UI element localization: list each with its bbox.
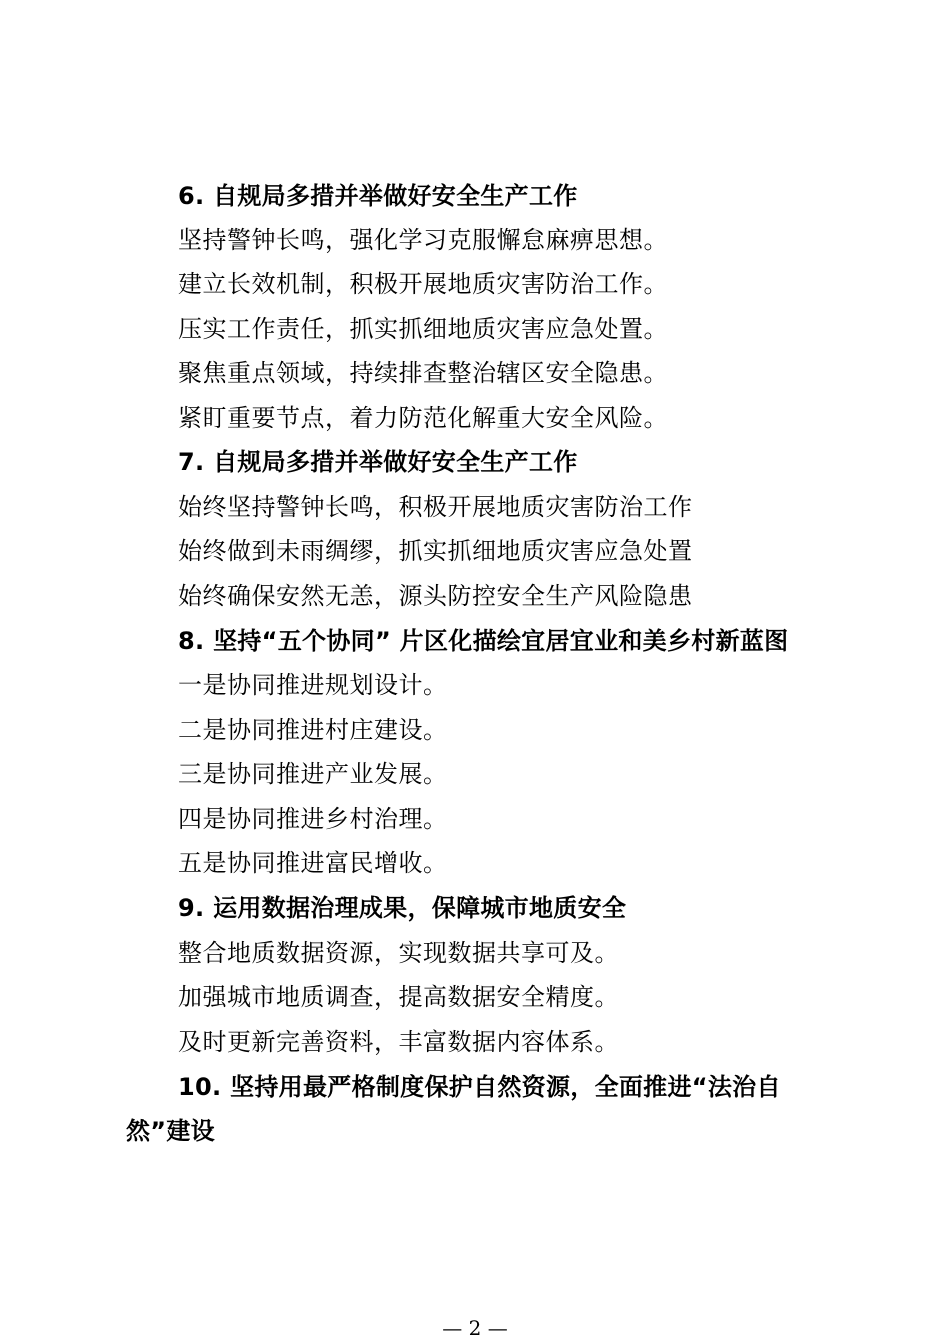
- page-number: — 2 —: [442, 1316, 508, 1340]
- section-10-heading-line-2: 然”建设: [126, 1117, 215, 1145]
- section-6-item-4: 聚焦重点领域，持续排查整治辖区安全隐患。: [178, 359, 668, 387]
- section-6-item-2: 建立长效机制，积极开展地质灾害防治工作。: [178, 270, 668, 298]
- section-6-item-1: 坚持警钟长鸣，强化学习克服懈怠麻痹思想。: [178, 226, 668, 254]
- section-8-item-5: 五是协同推进富民增收。: [178, 849, 448, 877]
- section-7-item-2: 始终做到未雨绸缪，抓实抓细地质灾害应急处置: [178, 537, 693, 565]
- section-9-item-1: 整合地质数据资源，实现数据共享可及。: [178, 939, 619, 967]
- section-10-heading-line-1: 10. 坚持用最严格制度保护自然资源，全面推进“法治自: [178, 1073, 781, 1101]
- section-7-heading: 7. 自规局多措并举做好安全生产工作: [178, 448, 578, 476]
- section-8-heading: 8. 坚持“五个协同” 片区化描绘宜居宜业和美乡村新蓝图: [178, 627, 789, 655]
- section-6-item-5: 紧盯重要节点，着力防范化解重大安全风险。: [178, 404, 668, 432]
- section-8-item-1: 一是协同推进规划设计。: [178, 671, 448, 699]
- section-8-item-3: 三是协同推进产业发展。: [178, 760, 448, 788]
- section-8-item-4: 四是协同推进乡村治理。: [178, 805, 448, 833]
- section-9-item-3: 及时更新完善资料，丰富数据内容体系。: [178, 1028, 619, 1056]
- section-7-item-3: 始终确保安然无恙，源头防控安全生产风险隐患: [178, 582, 693, 610]
- section-7-item-1: 始终坚持警钟长鸣，积极开展地质灾害防治工作: [178, 493, 693, 521]
- section-9-heading: 9. 运用数据治理成果，保障城市地质安全: [178, 894, 627, 922]
- section-9-item-2: 加强城市地质调查，提高数据安全精度。: [178, 983, 619, 1011]
- section-6-item-3: 压实工作责任，抓实抓细地质灾害应急处置。: [178, 315, 668, 343]
- section-6-heading: 6. 自规局多措并举做好安全生产工作: [178, 182, 578, 210]
- section-8-item-2: 二是协同推进村庄建设。: [178, 716, 448, 744]
